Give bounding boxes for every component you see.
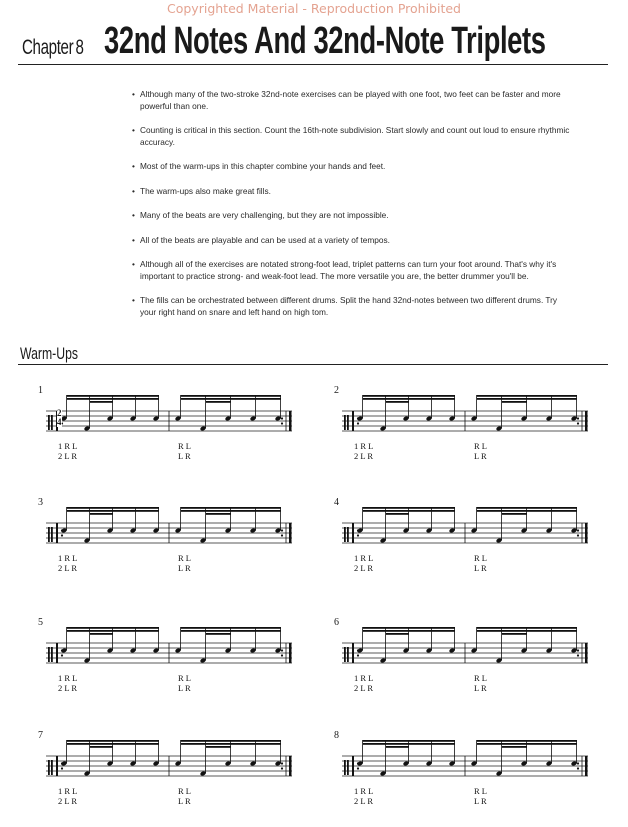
tip-text: Although many of the two-stroke 32nd-note exercises can be played with one foot, two feet can be faster and more powerful than one. <box>140 89 561 111</box>
repeat-dot <box>577 529 579 531</box>
percussion-clef <box>48 415 50 430</box>
sticking-group-2: R L L R <box>178 673 191 693</box>
sticking-group-1: 1 R L 2 L R <box>58 673 78 693</box>
note-beam <box>67 630 159 632</box>
tip-text: Counting is critical in this section. Count the 16th-note subdivision. Start slowly and count out loud to ensure rhythmic accuracy. <box>140 125 570 147</box>
repeat-dot <box>61 534 63 536</box>
note-beam <box>477 398 577 400</box>
bullet-icon: • <box>132 125 135 135</box>
tip-item <box>132 235 572 247</box>
repeat-dot <box>357 767 359 769</box>
note-beam <box>181 630 281 632</box>
bullet-icon: • <box>132 210 135 220</box>
bullet-icon: • <box>132 234 135 245</box>
note-beam <box>477 507 577 509</box>
repeat-dot <box>281 422 283 424</box>
repeat-end-bar <box>289 643 292 663</box>
tip-item <box>132 161 572 173</box>
repeat-end-bar <box>289 411 292 431</box>
exercise-number: 2 <box>334 385 339 396</box>
note-beam <box>477 510 577 512</box>
repeat-dot <box>281 762 283 764</box>
repeat-end-bar <box>289 523 292 543</box>
exercise-6 <box>334 617 594 702</box>
repeat-dot <box>357 654 359 656</box>
repeat-dot <box>281 767 283 769</box>
sticking-group-1: 1 R L 2 L R <box>354 786 374 806</box>
note-beam <box>181 398 281 400</box>
note-beam <box>502 746 527 748</box>
sticking-group-2: R L L R <box>178 441 191 461</box>
note-beam <box>67 507 159 509</box>
repeat-end-bar <box>585 756 588 776</box>
repeat-start-bar <box>352 643 354 663</box>
note-beam <box>363 630 455 632</box>
note-beam <box>206 401 231 403</box>
repeat-start-bar <box>352 411 354 431</box>
sticking-group-2: R L L R <box>474 553 487 573</box>
note-beam <box>386 401 409 403</box>
repeat-dot <box>357 534 359 536</box>
repeat-start-bar <box>56 756 58 776</box>
repeat-dot <box>577 654 579 656</box>
sticking-group-2: R L L R <box>474 786 487 806</box>
time-signature <box>57 409 62 427</box>
exercise-number: 7 <box>38 730 43 741</box>
note-beam <box>206 633 231 635</box>
repeat-dot <box>577 534 579 536</box>
exercise-number: 4 <box>334 497 339 508</box>
sticking-group-2: R L L R <box>178 553 191 573</box>
note-beam <box>181 395 281 397</box>
repeat-dot <box>577 417 579 419</box>
time-signature-top: 2 <box>57 408 62 418</box>
tip-item <box>132 89 572 112</box>
note-beam <box>181 740 281 742</box>
drum-staff <box>334 730 594 790</box>
bullet-icon: • <box>132 185 135 196</box>
repeat-dot <box>281 417 283 419</box>
note-beam <box>67 395 159 397</box>
note-beam <box>67 398 159 400</box>
note-beam <box>477 395 577 397</box>
repeat-dot <box>61 767 63 769</box>
tip-text: Most of the warm-ups in this chapter combine your hands and feet. <box>140 161 386 171</box>
tip-item <box>132 259 572 282</box>
copyright-watermark: Copyrighted Material - Reproduction Prohibited <box>167 1 461 16</box>
note-beam <box>181 510 281 512</box>
section-title: Warm-Ups <box>20 344 79 363</box>
tip-text: The warm-ups also make great fills. <box>140 185 271 196</box>
repeat-start-bar <box>352 523 354 543</box>
percussion-clef <box>344 647 346 662</box>
sticking-group-2: R L L R <box>474 441 487 461</box>
exercise-5 <box>38 617 298 702</box>
tip-text: Although all of the exercises are notated strong-foot lead, triplet patterns can turn your foot around. That's why it's important to practice strong- and weak-foot lead. The more versatile you are, the better drummer you'll be. <box>140 259 557 281</box>
percussion-clef <box>347 760 349 775</box>
percussion-clef <box>347 415 349 430</box>
note-beam <box>90 633 113 635</box>
repeat-dot <box>577 767 579 769</box>
drum-staff <box>38 497 298 557</box>
note-beam <box>477 630 577 632</box>
sticking-group-1: 1 R L 2 L R <box>58 553 78 573</box>
tip-text: All of the beats are playable and can be used at a variety of tempos. <box>140 234 390 245</box>
percussion-clef <box>344 760 346 775</box>
percussion-clef <box>48 527 50 542</box>
note-beam <box>363 743 455 745</box>
note-beam <box>386 513 409 515</box>
tip-item <box>132 210 572 222</box>
repeat-dot <box>281 654 283 656</box>
note-beam <box>477 743 577 745</box>
bullet-icon: • <box>132 295 135 305</box>
drum-staff <box>334 385 594 445</box>
exercise-1 <box>38 385 298 470</box>
repeat-end-bar <box>585 523 588 543</box>
note-beam <box>90 513 113 515</box>
repeat-end-bar <box>585 411 588 431</box>
bullet-icon: • <box>132 161 135 171</box>
bullet-icon: • <box>132 89 135 99</box>
tip-text: Many of the beats are very challenging, but they are not impossible. <box>140 210 389 220</box>
drum-staff <box>334 617 594 677</box>
time-signature-bottom: 4 <box>57 417 62 427</box>
sticking-group-1: 1 R L 2 L R <box>58 441 78 461</box>
chapter-word: Chapter <box>22 36 74 59</box>
note-beam <box>181 507 281 509</box>
chapter-label <box>22 36 83 60</box>
repeat-dot <box>61 654 63 656</box>
note-beam <box>181 743 281 745</box>
repeat-start-bar <box>56 643 58 663</box>
percussion-clef <box>344 415 346 430</box>
note-beam <box>477 740 577 742</box>
exercise-8 <box>334 730 594 815</box>
tip-text: The fills can be orchestrated between different drums. Split the hand 32nd-notes between two different drums. Try your right hand on snare and left hand on high tom. <box>140 295 558 317</box>
note-beam <box>90 746 113 748</box>
note-beam <box>181 627 281 629</box>
drum-staff <box>334 497 594 557</box>
note-beam <box>386 633 409 635</box>
percussion-clef <box>48 760 50 775</box>
tip-item <box>132 295 572 318</box>
chapter-title: 32nd Notes And 32nd-Note Triplets <box>104 20 546 62</box>
exercise-4 <box>334 497 594 582</box>
sticking-group-2: R L L R <box>178 786 191 806</box>
repeat-end-bar <box>585 643 588 663</box>
exercise-2 <box>334 385 594 470</box>
note-beam <box>502 513 527 515</box>
percussion-clef <box>48 647 50 662</box>
drum-staff <box>38 730 298 790</box>
tips-list <box>132 89 572 331</box>
percussion-clef <box>344 527 346 542</box>
exercise-number: 1 <box>38 385 43 396</box>
repeat-dot <box>281 649 283 651</box>
note-beam <box>363 627 455 629</box>
drum-staff <box>38 385 298 445</box>
percussion-clef <box>51 415 53 430</box>
repeat-dot <box>577 649 579 651</box>
note-beam <box>363 398 455 400</box>
repeat-dot <box>577 422 579 424</box>
note-beam <box>363 510 455 512</box>
note-beam <box>386 746 409 748</box>
chapter-number: 8 <box>75 36 84 59</box>
sticking-group-1: 1 R L 2 L R <box>58 786 78 806</box>
note-beam <box>502 633 527 635</box>
percussion-clef <box>347 527 349 542</box>
percussion-clef <box>347 647 349 662</box>
sticking-group-2: R L L R <box>474 673 487 693</box>
repeat-start-bar <box>352 756 354 776</box>
exercise-number: 5 <box>38 617 43 628</box>
note-beam <box>502 401 527 403</box>
exercise-number: 6 <box>334 617 339 628</box>
percussion-clef <box>51 647 53 662</box>
repeat-end-bar <box>289 756 292 776</box>
section-header <box>18 342 608 365</box>
repeat-dot <box>281 529 283 531</box>
note-beam <box>67 740 159 742</box>
tip-item <box>132 125 572 148</box>
sticking-group-1: 1 R L 2 L R <box>354 673 374 693</box>
sticking-group-1: 1 R L 2 L R <box>354 553 374 573</box>
tip-item <box>132 186 572 198</box>
note-beam <box>206 746 231 748</box>
note-beam <box>477 627 577 629</box>
note-beam <box>363 395 455 397</box>
exercise-number: 3 <box>38 497 43 508</box>
percussion-clef <box>51 527 53 542</box>
note-beam <box>67 510 159 512</box>
repeat-dot <box>281 534 283 536</box>
sticking-group-1: 1 R L 2 L R <box>354 441 374 461</box>
note-beam <box>363 740 455 742</box>
repeat-dot <box>357 422 359 424</box>
chapter-header <box>18 18 608 65</box>
note-beam <box>206 513 231 515</box>
note-beam <box>67 627 159 629</box>
exercise-3 <box>38 497 298 582</box>
drum-staff <box>38 617 298 677</box>
bullet-icon: • <box>132 259 135 269</box>
repeat-dot <box>577 762 579 764</box>
note-beam <box>90 401 113 403</box>
exercise-7 <box>38 730 298 815</box>
note-beam <box>363 507 455 509</box>
repeat-start-bar <box>56 523 58 543</box>
exercise-number: 8 <box>334 730 339 741</box>
note-beam <box>67 743 159 745</box>
percussion-clef <box>51 760 53 775</box>
